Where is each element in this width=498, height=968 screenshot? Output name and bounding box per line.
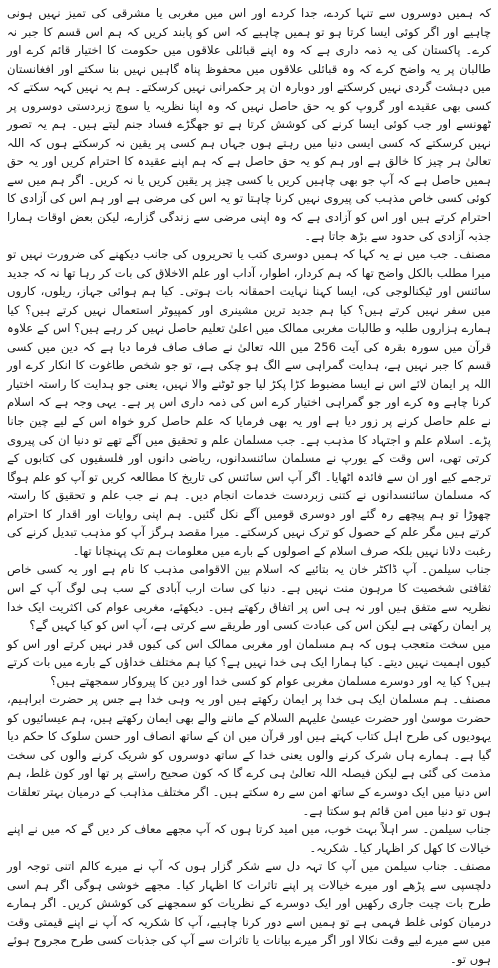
article-paragraph: مصنف۔ ہم مسلمان ایک ہی خدا پر ایمان رکھتے ہیں اور یہ وہی خدا ہے جس پر حضرت ابراہیم، حضرت موسیٰ اور حضرت عیسیٰ علیہم السلام کے ماننے والے بھی ایمان رکھتے ہیں، ہم عیسائیوں کو یہودیوں کی طرح اہل کتاب کہتے ہیں اور قرآن میں ان کے ساتھ انصاف اور حسن سلوک کا حکم دیا گیا ہے۔ ہمارے ہاں شرک کرنے والوں یعنی خدا کے ساتھ دوسروں کو شریک کرنے والوں کی سخت مذمت کی گئی ہے لیکن فیصلہ اللہ تعالیٰ ہی کرے گا کہ کون صحیح راستے پر تھا اور کون غلط، ہم اس دنیا میں ایک دوسرے کے ساتھ امن سے رہ سکتے ہیں۔ اگر مختلف مذاہب کے درمیان بہتر تعلقات ہوں تو دنیا میں امن قائم ہو سکتا ہے۔ xyxy=(7,692,491,818)
article-paragraph: مصنف۔ جناب سیلمن میں آپ کا تہہ دل سے شکر گزار ہوں کہ آپ نے میرے کالم اتنی توجہ اور دلچسپی سے پڑھے اور میرے خیالات پر اپنے تاثرات کا اظہار کیا۔ مجھے خوشی ہوگی اگر ہم اسی طرح بات چیت جاری رکھیں اور ایک دوسرے کے نظریات کو سمجھنے کی کوشش کریں۔ اگر ہمارے درمیان کوئی غلط فہمی ہے تو ہمیں اسے دور کرنا چاہیے، آپ کا شکریہ کہ آپ نے اپنے قیمتی وقت میں سے میرے لیے وقت نکالا اور اگر میرے بیانات یا تاثرات سے آپ کی جذبات کسی طرح مجروح ہوئے ہوں تو۔ xyxy=(7,859,491,966)
article-paragraph: جناب سیلمن۔ سر اہلاً بہت خوب، میں امید کرتا ہوں کہ آپ مجھے معاف کر دیں گے کہ میں نے اپنے خیالات کا کھل کر اظہار کیا۔ شکریہ۔ xyxy=(7,822,491,855)
article-paragraph: میں سخت متعجب ہوں کہ ہم مسلمان اور مغربی ممالک اس کی کیوں قدر نہیں کرتے اور اس کو کیوں اہمیت نہیں دیتے۔ کیا ہمارا ایک ہی خدا نہیں ہے؟ کیا ہم مختلف خداؤں کے بارے میں بات کرتے ہیں؟ کیا یہ اور دوسرے مسلمان مغربی عوام کو کسی خدا اور دین کا پیروکار سمجھتے ہیں؟ xyxy=(7,636,491,688)
article-paragraph: کہ ہمیں دوسروں سے تنہا کردے، جدا کردے اور اس میں مغربی یا مشرقی کی تمیز نہیں ہونی چاہیے اور اگر کوئی ایسا کرتا ہو تو ہمیں چاہیے کہ اس کو پابند کریں کہ ہم اس قسم کا جبر نہ کرے۔ پاکستان کی یہ ذمہ داری ہے کہ وہ اپنے قبائلی علاقوں میں حکومت کا اختیار قائم کرے اور طالبان پر یہ واضح کرے کہ وہ قبائلی علاقوں میں محفوظ پناہ گاہیں نہیں بنا سکتے اور افغانستان میں دہشت گردی نہیں کرسکتے اور دوبارہ ان پر حکمرانی نہیں کرسکتے۔ ہم یہ نہیں کہہ سکتے کہ کسی بھی عقیدے اور گروپ کو یہ حق حاصل نہیں کہ وہ اپنا نظریہ یا سوچ زبردستی دوسروں پر ٹھونسے اور جب کوئی ایسا کرنے کی کوشش کرتا ہے تو جھگڑے فساد جنم لیتے ہیں۔ ہم یہ تصور نہیں کرسکتے کہ کسی ایسی دنیا میں رہتے ہوں جہاں ہم کسی پر یقین نہ کرسکتے ہوں کہ اللہ تعالیٰ ہر چیز کا خالق ہے اور ہم کو یہ حق حاصل ہے کہ ہم اپنے عقیدہ کا احترام کریں اور یہ حق ہمیں حاصل ہے کہ آپ جو بھی چاہیں کریں یا کسی چیز پر یقین کریں یا نہ کریں۔ اگر ہم میں سے کوئی کسی خاص مذہب کی پیروی نہیں کرنا چاہتا تو یہ اس کی مرضی ہے اور ہم اس کی آزادی کا احترام کرتے ہیں اور اس کو آزادی ہے کہ وہ اپنی مرضی سے زندگی گزارے، لیکن بعض اوقات ہمارا جذبہ آزادی کی حدود سے بڑھ جاتا ہے۔ xyxy=(7,6,491,243)
article-paragraph: جناب سیلمن۔ آپ ڈاکٹر خان یہ بتائیے کہ اسلام بین الاقوامی مذہب کا نام ہے اور یہ کسی خاص ثقافتی شخصیت کا مرہون منت نہیں ہے۔ دنیا کی سات ارب آبادی کے سب ہی لوگ آپ کے اس نظریہ سے متفق ہیں اور نہ ہی اس پر اتفاق رکھتے ہیں۔ دیکھئے، مغربی عوام کی اکثریت ایک خدا پر ایمان رکھتی ہے لیکن اس کی عبادت کسی اور طریقے سے کرتی ہے، آپ اس کو کیا کہیں گے؟ xyxy=(7,562,491,633)
article-paragraph: مصنف۔ جب میں نے یہ کہا کہ ہمیں دوسری کتب یا تحریروں کی جانب دیکھنے کی ضرورت نہیں تو میرا مطلب بالکل واضح تھا کہ ہم کردار، اطوار، آداب اور علم الاخلاق کی بات کر رہا تھا نہ کہ جدید سائنس اور ٹیکنالوجی کی، ایسا کہنا نہایت احمقانہ بات ہوتی۔ کیا ہم ہوائی جہاز، ریلوں، کاروں میں سفر نہیں کرتے ہیں؟ کیا ہم جدید ترین مشینری اور کمپیوٹر استعمال نہیں کرتے ہیں؟ کیا ہمارے ہزاروں طلبہ و طالبات مغربی ممالک میں اعلیٰ تعلیم حاصل نہیں کر رہے ہیں؟ اس کے علاوہ قرآن میں سورہ بقرہ کی آیت 256 میں اللہ تعالیٰ نے صاف صاف فرما دیا ہے کہ دین میں کسی قسم کا جبر نہیں ہے، ہدایت گمراہی سے الگ ہو چکی ہے، تو جو شخص طاغوت کا انکار کرے اور اللہ پر ایمان لائے اس نے ایسا مضبوط کڑا پکڑ لیا جو ٹوٹنے والا نہیں، یعنی جو ہدایت کا راستہ اختیار کرنا چاہے وہ کرے اور جو گمراہی اختیار کرے اس کی ذمہ داری اس پر ہے۔ یہی وجہ ہے کہ اسلام نے علم حاصل کرنے پر زور دیا ہے اور یہ بھی فرمایا کہ علم حاصل کرو خواہ اس کے لیے چین جانا پڑے۔ اسلام علم و اجتہاد کا مذہب ہے۔ جب مسلمان علم و تحقیق میں آگے تھے تو دنیا ان کی پیروی کرتی تھی، اس وقت کے یورپ نے مسلمان سائنسدانوں، ریاضی دانوں اور فلسفیوں کی کتابوں کے ترجمے کیے اور ان سے فائدہ اٹھایا۔ اگر آپ اس سائنس کی تاریخ کا مطالعہ کریں تو آپ کو علم ہوگا کہ مسلمان سائنسدانوں نے کتنی زبردست خدمات انجام دیں۔ ہم نے جب علم و تحقیق کا راستہ چھوڑا تو ہم پیچھے رہ گئے اور دوسری قومیں آگے نکل گئیں۔ ہم اپنی روایات اور اقدار کا احترام کرتے ہیں مگر علم کے حصول کو ترک نہیں کرسکتے۔ میرا مقصد ہرگز آپ کو مذہب تبدیل کرنے کی رغبت دلانا نہیں بلکہ صرف اسلام کے اصولوں کے بارے میں معلومات ہم تک پہنچانا تھا۔ xyxy=(7,247,491,558)
